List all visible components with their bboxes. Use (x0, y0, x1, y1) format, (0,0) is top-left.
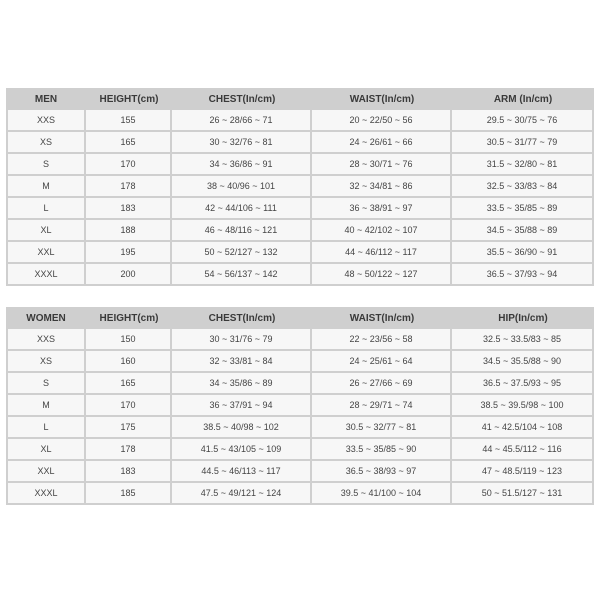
chest-cell: 34 ~ 35/86 ~ 89 (172, 373, 312, 395)
column-header-size: WOMEN (6, 307, 86, 329)
women-size-table (6, 307, 594, 505)
chest-cell: 34 ~ 36/86 ~ 91 (172, 154, 312, 176)
chest-cell: 47.5 ~ 49/121 ~ 124 (172, 483, 312, 505)
table-row (6, 351, 594, 373)
hip-cell: 38.5 ~ 39.5/98 ~ 100 (452, 395, 594, 417)
size-cell: XXS (6, 329, 86, 351)
height-cell: 165 (86, 132, 172, 154)
height-cell: 195 (86, 242, 172, 264)
table-row (6, 154, 594, 176)
table-row (6, 176, 594, 198)
height-cell: 185 (86, 483, 172, 505)
size-cell: S (6, 154, 86, 176)
waist-cell: 32 ~ 34/81 ~ 86 (312, 176, 452, 198)
height-cell: 200 (86, 264, 172, 286)
height-cell: 183 (86, 461, 172, 483)
arm-cell: 36.5 ~ 37/93 ~ 94 (452, 264, 594, 286)
table-row (6, 417, 594, 439)
waist-cell: 28 ~ 29/71 ~ 74 (312, 395, 452, 417)
chest-cell: 30 ~ 31/76 ~ 79 (172, 329, 312, 351)
size-cell: L (6, 198, 86, 220)
waist-cell: 22 ~ 23/56 ~ 58 (312, 329, 452, 351)
chest-cell: 44.5 ~ 46/113 ~ 117 (172, 461, 312, 483)
height-cell: 155 (86, 110, 172, 132)
hip-cell: 34.5 ~ 35.5/88 ~ 90 (452, 351, 594, 373)
men-size-table (6, 88, 594, 286)
height-cell: 165 (86, 373, 172, 395)
height-cell: 183 (86, 198, 172, 220)
size-cell: XXXL (6, 483, 86, 505)
waist-cell: 28 ~ 30/71 ~ 76 (312, 154, 452, 176)
column-header-chest: CHEST(In/cm) (172, 88, 312, 110)
column-header-size: MEN (6, 88, 86, 110)
size-cell: XXL (6, 242, 86, 264)
table-row (6, 329, 594, 351)
hip-cell: 32.5 ~ 33.5/83 ~ 85 (452, 329, 594, 351)
height-cell: 170 (86, 395, 172, 417)
chest-cell: 38 ~ 40/96 ~ 101 (172, 176, 312, 198)
chest-cell: 36 ~ 37/91 ~ 94 (172, 395, 312, 417)
column-header-chest: CHEST(In/cm) (172, 307, 312, 329)
height-cell: 175 (86, 417, 172, 439)
height-cell: 150 (86, 329, 172, 351)
arm-cell: 29.5 ~ 30/75 ~ 76 (452, 110, 594, 132)
waist-cell: 36 ~ 38/91 ~ 97 (312, 198, 452, 220)
arm-cell: 30.5 ~ 31/77 ~ 79 (452, 132, 594, 154)
chest-cell: 26 ~ 28/66 ~ 71 (172, 110, 312, 132)
waist-cell: 44 ~ 46/112 ~ 117 (312, 242, 452, 264)
size-cell: XXL (6, 461, 86, 483)
size-cell: XL (6, 220, 86, 242)
size-cell: XL (6, 439, 86, 461)
size-cell: L (6, 417, 86, 439)
chest-cell: 42 ~ 44/106 ~ 111 (172, 198, 312, 220)
waist-cell: 40 ~ 42/102 ~ 107 (312, 220, 452, 242)
size-cell: M (6, 395, 86, 417)
height-cell: 170 (86, 154, 172, 176)
chest-cell: 46 ~ 48/116 ~ 121 (172, 220, 312, 242)
table-row (6, 220, 594, 242)
table-row (6, 395, 594, 417)
column-header-height: HEIGHT(cm) (86, 307, 172, 329)
height-cell: 178 (86, 176, 172, 198)
chest-cell: 32 ~ 33/81 ~ 84 (172, 351, 312, 373)
chest-cell: 30 ~ 32/76 ~ 81 (172, 132, 312, 154)
column-header-waist: WAIST(In/cm) (312, 307, 452, 329)
waist-cell: 36.5 ~ 38/93 ~ 97 (312, 461, 452, 483)
height-cell: 178 (86, 439, 172, 461)
arm-cell: 31.5 ~ 32/80 ~ 81 (452, 154, 594, 176)
waist-cell: 39.5 ~ 41/100 ~ 104 (312, 483, 452, 505)
table-row (6, 132, 594, 154)
table-header-row (6, 307, 594, 329)
chest-cell: 50 ~ 52/127 ~ 132 (172, 242, 312, 264)
waist-cell: 26 ~ 27/66 ~ 69 (312, 373, 452, 395)
column-header-arm: ARM (In/cm) (452, 88, 594, 110)
chest-cell: 38.5 ~ 40/98 ~ 102 (172, 417, 312, 439)
waist-cell: 20 ~ 22/50 ~ 56 (312, 110, 452, 132)
size-cell: S (6, 373, 86, 395)
size-cell: XXXL (6, 264, 86, 286)
chest-cell: 54 ~ 56/137 ~ 142 (172, 264, 312, 286)
hip-cell: 36.5 ~ 37.5/93 ~ 95 (452, 373, 594, 395)
table-row (6, 242, 594, 264)
arm-cell: 34.5 ~ 35/88 ~ 89 (452, 220, 594, 242)
hip-cell: 41 ~ 42.5/104 ~ 108 (452, 417, 594, 439)
hip-cell: 47 ~ 48.5/119 ~ 123 (452, 461, 594, 483)
waist-cell: 30.5 ~ 32/77 ~ 81 (312, 417, 452, 439)
hip-cell: 44 ~ 45.5/112 ~ 116 (452, 439, 594, 461)
height-cell: 188 (86, 220, 172, 242)
arm-cell: 32.5 ~ 33/83 ~ 84 (452, 176, 594, 198)
column-header-waist: WAIST(In/cm) (312, 88, 452, 110)
table-header-row (6, 88, 594, 110)
waist-cell: 48 ~ 50/122 ~ 127 (312, 264, 452, 286)
size-cell: M (6, 176, 86, 198)
table-row (6, 198, 594, 220)
waist-cell: 24 ~ 25/61 ~ 64 (312, 351, 452, 373)
chest-cell: 41.5 ~ 43/105 ~ 109 (172, 439, 312, 461)
height-cell: 160 (86, 351, 172, 373)
arm-cell: 35.5 ~ 36/90 ~ 91 (452, 242, 594, 264)
table-row (6, 264, 594, 286)
table-row (6, 439, 594, 461)
waist-cell: 33.5 ~ 35/85 ~ 90 (312, 439, 452, 461)
table-row (6, 373, 594, 395)
table-row (6, 483, 594, 505)
table-row (6, 110, 594, 132)
table-row (6, 461, 594, 483)
hip-cell: 50 ~ 51.5/127 ~ 131 (452, 483, 594, 505)
size-cell: XS (6, 351, 86, 373)
column-header-height: HEIGHT(cm) (86, 88, 172, 110)
size-cell: XS (6, 132, 86, 154)
arm-cell: 33.5 ~ 35/85 ~ 89 (452, 198, 594, 220)
waist-cell: 24 ~ 26/61 ~ 66 (312, 132, 452, 154)
column-header-hip: HIP(In/cm) (452, 307, 594, 329)
size-cell: XXS (6, 110, 86, 132)
